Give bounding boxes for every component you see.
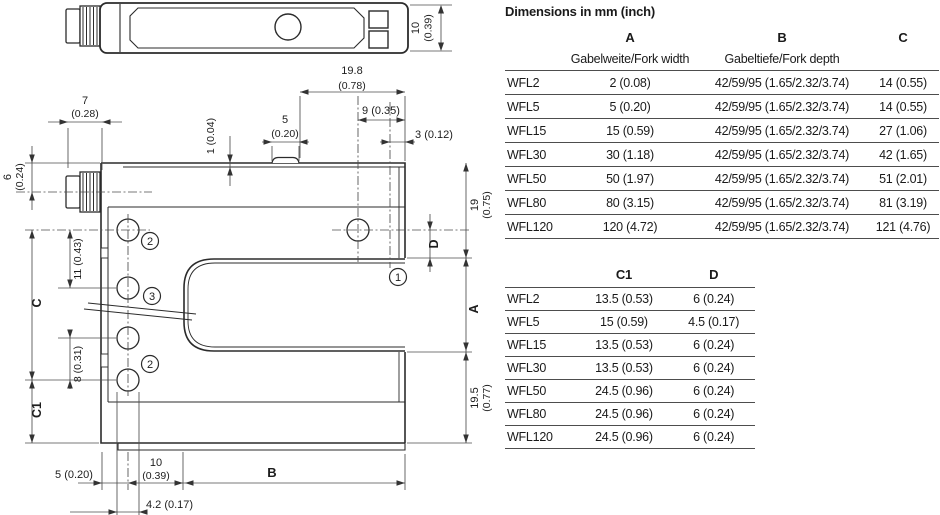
model-cell: WFL120: [505, 426, 576, 449]
callout-1-label: 1: [394, 272, 402, 284]
dim-10-topview-mm: 10: [410, 21, 422, 35]
dim-D: D: [427, 239, 441, 249]
dim-5-bottom: 5 (0.20): [55, 469, 93, 481]
col-header-B: B: [777, 29, 787, 45]
table-row: [505, 95, 939, 119]
table-row: [505, 426, 755, 449]
table-cell: 2 (0.08): [563, 71, 697, 95]
connector-cap: [66, 9, 80, 43]
table-cell: 24.5 (0.96): [576, 380, 673, 403]
dim-7-mm: 7: [81, 95, 89, 107]
centerlines: [16, 96, 470, 490]
dim-5-mm: 5: [281, 114, 289, 126]
table-cell: 15 (0.59): [563, 119, 697, 143]
table-cell: 6 (0.24): [672, 334, 755, 357]
dim-C: C: [30, 298, 44, 308]
dim-10-mm: 10: [149, 457, 163, 469]
table-cell: 27 (1.06): [867, 119, 939, 143]
dim-11: 11 (0.43): [72, 238, 84, 280]
table-cell: 50 (1.97): [563, 167, 697, 191]
table-cell: 42/59/95 (1.65/2.32/3.74): [697, 71, 867, 95]
table-row: [505, 380, 755, 403]
model-cell: WFL2: [505, 71, 563, 95]
table-cell: 13.5 (0.53): [576, 357, 673, 380]
table-cell: 6 (0.24): [672, 403, 755, 426]
col-header-A: A: [625, 29, 635, 45]
table-cell: 24.5 (0.96): [576, 426, 673, 449]
dim-10-topview-inch: (0.39): [422, 14, 435, 42]
dim-19-inch: (0.75): [481, 191, 493, 219]
dim-10-inch: (0.39): [142, 470, 170, 482]
table-row: [505, 403, 755, 426]
table-row: [505, 357, 755, 380]
teach-button-bump: [272, 158, 299, 164]
dim-19-5-mm: 19.5: [469, 387, 481, 409]
table-cell: 42/59/95 (1.65/2.32/3.74): [697, 215, 867, 239]
table-cell: 80 (3.15): [563, 191, 697, 215]
c1-d-dimensions-table: [505, 261, 755, 449]
table-cell: 51 (2.01): [867, 167, 939, 191]
table-cell: 6 (0.24): [672, 380, 755, 403]
model-cell: WFL50: [505, 380, 576, 403]
housing-top: [100, 3, 408, 53]
table-row: [505, 143, 939, 167]
table-cell: 15 (0.59): [576, 311, 673, 334]
table-cell: 120 (4.72): [563, 215, 697, 239]
dimension-lines: [16, 5, 472, 515]
col-header-D: D: [709, 266, 719, 282]
table-cell: 6 (0.24): [672, 426, 755, 449]
table-cell: 42/59/95 (1.65/2.32/3.74): [697, 191, 867, 215]
fork-slot: [184, 259, 405, 351]
model-cell: WFL80: [505, 191, 563, 215]
table-cell: 4.5 (0.17): [672, 311, 755, 334]
col-header-C: C: [898, 29, 908, 45]
dim-A: A: [467, 304, 481, 314]
dim-6-mm: 6: [2, 173, 14, 181]
table-row: [505, 215, 939, 239]
table-row: [505, 71, 939, 95]
model-cell: WFL120: [505, 215, 563, 239]
callout-3-label: 3: [148, 291, 156, 303]
table-cell: 42 (1.65): [867, 143, 939, 167]
callout-2-label: 2: [146, 236, 154, 248]
dim-19-mm: 19: [469, 198, 481, 212]
dim-3: 3 (0.12): [415, 129, 453, 141]
model-cell: WFL2: [505, 288, 576, 311]
dim-5-inch: (0.20): [271, 128, 299, 140]
subheader-fork-depth: Gabeltiefe/Fork depth: [724, 52, 840, 66]
table-row: [505, 288, 755, 311]
dim-B: B: [267, 465, 277, 480]
col-header-C1: C1: [615, 266, 632, 282]
table-row: [505, 191, 939, 215]
model-cell: WFL5: [505, 95, 563, 119]
sensor-top-view: [66, 3, 408, 53]
table-cell: 121 (4.76): [867, 215, 939, 239]
table-row: [505, 167, 939, 191]
table-header-row: [505, 26, 939, 48]
connector-thread: [80, 6, 100, 46]
dim-19-8-mm: 19.8: [341, 65, 363, 77]
table-cell: 13.5 (0.53): [576, 334, 673, 357]
table-row: [505, 119, 939, 143]
table-cell: 13.5 (0.53): [576, 288, 673, 311]
dim-6-inch: (0.24): [14, 163, 26, 191]
dim-9: 9 (0.35): [362, 105, 400, 117]
table-cell: 5 (0.20): [563, 95, 697, 119]
table-cell: 42/59/95 (1.65/2.32/3.74): [697, 119, 867, 143]
table-subheader-row: [505, 48, 939, 71]
callout-2-label: 2: [146, 359, 154, 371]
table-cell: 42/59/95 (1.65/2.32/3.74): [697, 167, 867, 191]
dim-C1: C1: [30, 402, 44, 418]
dim-7-inch: (0.28): [71, 108, 99, 120]
dim-8: 8 (0.31): [72, 345, 84, 383]
dim-19-5-inch: (0.77): [481, 384, 493, 412]
table-cell: 24.5 (0.96): [576, 403, 673, 426]
model-cell: WFL15: [505, 334, 576, 357]
model-cell: WFL5: [505, 311, 576, 334]
model-cell: WFL30: [505, 143, 563, 167]
table-cell: 14 (0.55): [867, 71, 939, 95]
dim-19-8-inch: (0.78): [338, 80, 366, 92]
fork-dimensions-table: [505, 26, 939, 239]
table-cell: 42/59/95 (1.65/2.32/3.74): [697, 143, 867, 167]
model-cell: WFL80: [505, 403, 576, 426]
dimension-arrows: [29, 5, 469, 515]
model-cell: WFL30: [505, 357, 576, 380]
table-cell: 6 (0.24): [672, 288, 755, 311]
table-header-row: [505, 261, 755, 288]
table-cell: 30 (1.18): [563, 143, 697, 167]
table-cell: 6 (0.24): [672, 357, 755, 380]
model-cell: WFL50: [505, 167, 563, 191]
model-cell: WFL15: [505, 119, 563, 143]
table-cell: 81 (3.19): [867, 191, 939, 215]
page-title: Dimensions in mm (inch): [505, 4, 655, 19]
table-cell: 14 (0.55): [867, 95, 939, 119]
dim-1: 1 (0.04): [205, 117, 217, 155]
table-row: [505, 334, 755, 357]
table-cell: 42/59/95 (1.65/2.32/3.74): [697, 95, 867, 119]
table-row: [505, 311, 755, 334]
subheader-fork-width: Gabelweite/Fork width: [570, 52, 690, 66]
dim-4-2: 4.2 (0.17): [146, 499, 194, 511]
